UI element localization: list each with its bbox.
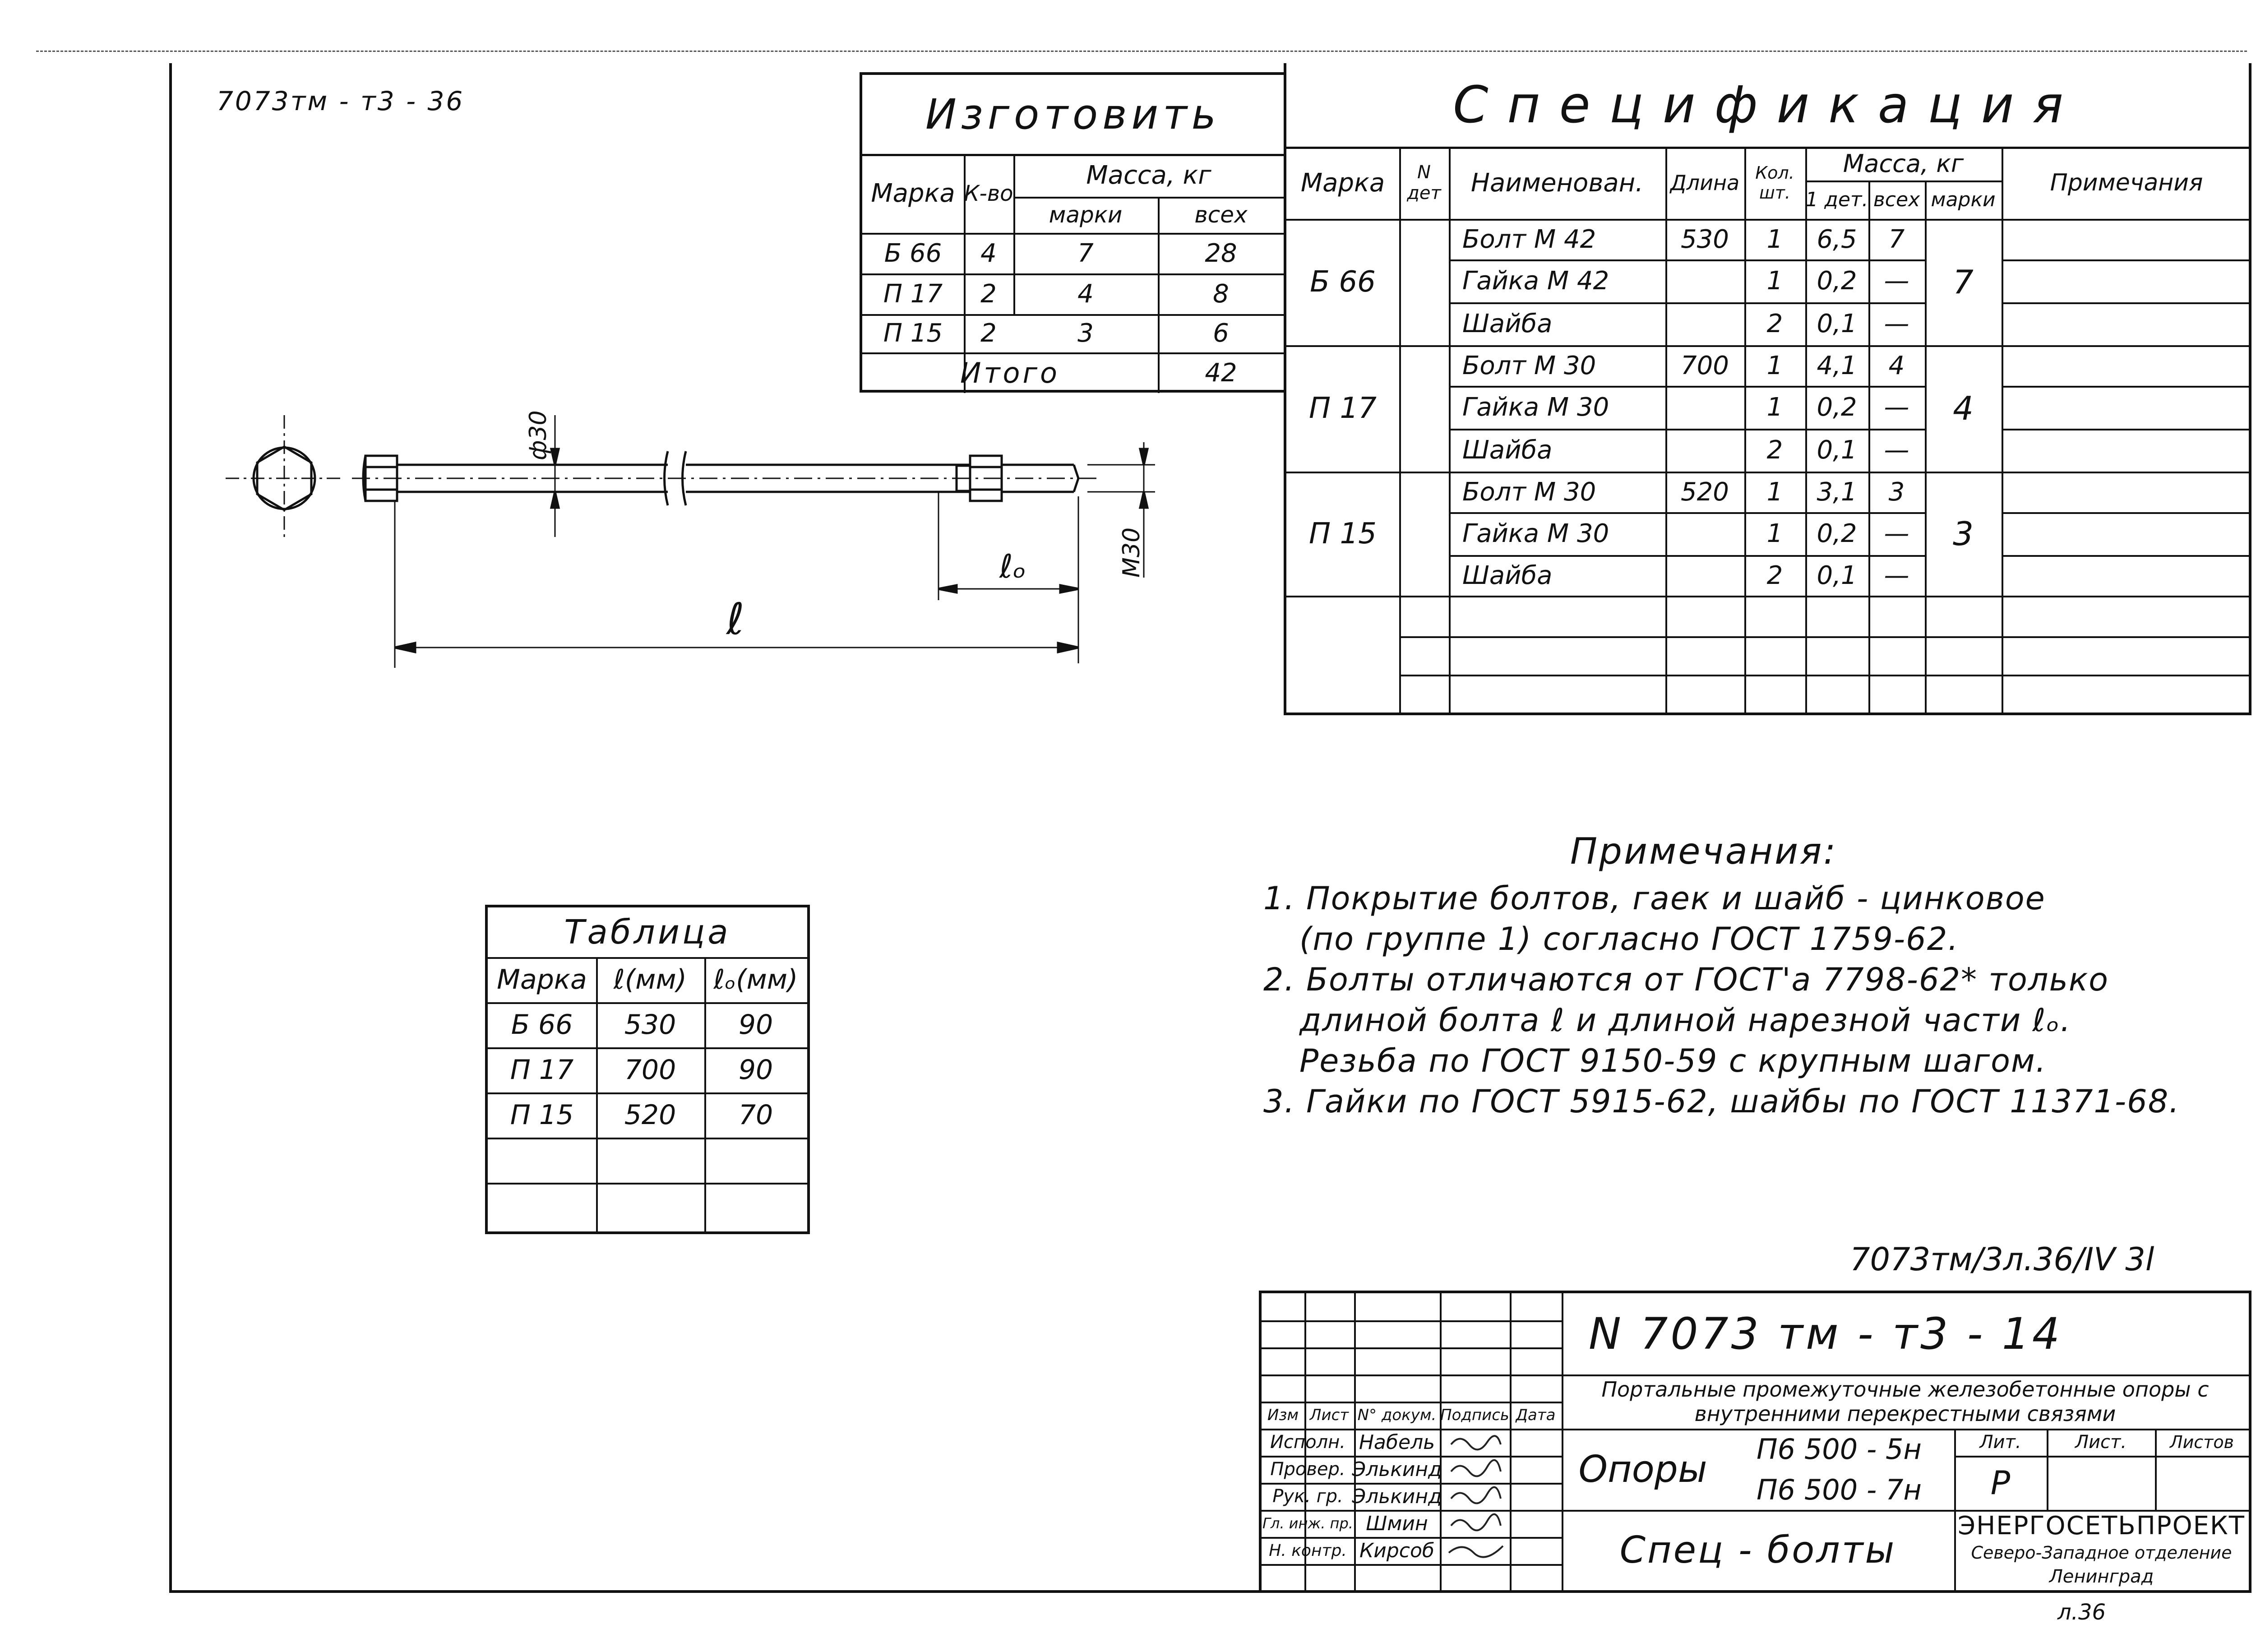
mfg-header-mass-all: всех [1194,202,1248,228]
spec-row-qty: 2 [1766,309,1783,338]
staff-role: Гл. инж. пр. [1262,1515,1353,1532]
spec-row-mass-det: 0,1 [1817,309,1857,338]
spec-row-name: Болт М 42 [1462,224,1596,254]
object-code: П6 500 - 7н [1757,1473,1922,1506]
list-label: Лист. [2075,1432,2127,1453]
lit-value: Р [1990,1464,2011,1502]
spec-row-qty: 1 [1766,351,1783,380]
spec-row-qty: 1 [1766,477,1783,507]
staff-role: Провер. [1270,1459,1345,1480]
spec-row-length: 530 [1681,224,1729,254]
notes-line: 2. Болты отличаются от ГОСТ'а 7798-62* только [1263,961,2109,998]
lists-label: Листов [2170,1432,2234,1452]
mfg-row-mark: П 17 [883,279,943,309]
spec-row-qty: 2 [1766,435,1783,465]
mfg-row-mass-all: 6 [1213,319,1229,348]
manufacture-table [860,72,1284,393]
mfg-header-qty: К-во [964,180,1013,206]
spec-row-mass-all: — [1884,309,1909,338]
spec-row-mass-all: — [1884,435,1909,465]
manufacture-title: Изготовить [862,75,1284,156]
sig-header: Лист [1309,1406,1349,1424]
spec-row-mass-all: 3 [1888,477,1905,507]
spec-group-mark: П 17 [1309,392,1377,425]
notes-heading: Примечания: [1570,830,1838,872]
spec-row-name: Шайба [1462,560,1553,590]
l0-label: ℓₒ [999,547,1026,585]
notes-line: Резьба по ГОСТ 9150-59 с крупным шагом. [1299,1042,2047,1079]
sig-header: Подпись [1440,1406,1509,1424]
dim-table-header: ℓₒ(мм) [713,964,798,995]
dia-label: ф30 [525,410,552,460]
page-number: л.36 [2057,1600,2106,1625]
mfg-row-mass-mark: 3 [1077,319,1094,348]
spec-header-mass-mark: марки [1931,188,1996,211]
spec-header-mass-all: всех [1873,188,1920,211]
spec-group-mark: П 15 [1309,517,1377,551]
mfg-row-qty: 4 [980,238,997,268]
spec-row-qty: 1 [1766,519,1783,548]
spec-row-length: 700 [1681,351,1729,380]
sig-header: N° докум. [1357,1406,1437,1424]
spec-row-name: Гайка М 30 [1462,393,1609,422]
object-code: П6 500 - 5н [1757,1432,1922,1466]
spec-row-name: Шайба [1462,435,1553,465]
spec-row-mass-all: — [1884,266,1909,296]
hex-end-view-icon [226,415,343,541]
dim-table-cell: 70 [738,1099,773,1131]
drawing-number: N 7073 тм - т3 - 14 [1589,1309,2062,1359]
sig-header: Изм [1267,1406,1299,1424]
sheet-title: Спец - болты [1619,1528,1896,1572]
org-sub: Северо-Западное отделение [1971,1543,2232,1563]
notes-line: 3. Гайки по ГОСТ 5915-62, шайбы по ГОСТ 11371-68. [1263,1083,2180,1120]
org-city: Ленинград [2049,1566,2154,1587]
spec-row-mass-det: 0,2 [1817,266,1857,296]
spec-header-mass: Масса, кг [1843,149,1964,178]
specification-table [1284,63,2251,715]
spec-row-name: Болт М 30 [1462,351,1596,380]
spec-row-qty: 1 [1766,393,1783,422]
spec-group-mass-mark: 7 [1953,263,1974,301]
dimension-table [485,905,810,1234]
lit-label: Лит. [1979,1432,2021,1453]
spec-header-name: Наименован. [1470,168,1644,198]
sheet-code: 7073тм - т3 - 36 [217,86,465,116]
spec-header-det: N дет [1407,162,1441,204]
spec-row-mass-all: — [1884,393,1909,422]
dim-table-title: Таблица [564,913,731,952]
mfg-row-mark: Б 66 [884,238,942,268]
spec-title: Спецификация [1286,63,2249,149]
object-name: Опоры [1578,1448,1707,1491]
spec-group-mass-mark: 3 [1953,514,1974,553]
spec-row-mass-all: — [1884,519,1909,548]
spec-row-mass-det: 0,2 [1817,519,1857,548]
spec-row-mass-all: — [1884,560,1909,590]
mfg-row-mass-all: 28 [1205,238,1237,268]
sig-header: Дата [1516,1406,1556,1424]
title-block [1259,1291,2251,1593]
spec-header-length: Длина [1670,171,1740,195]
spec-row-mass-all: 4 [1888,351,1905,380]
mfg-total-label: Итого [960,356,1060,389]
dim-table-cell: 530 [624,1009,676,1041]
spec-row-length [1665,302,1744,345]
staff-role: Рук. гр. [1272,1486,1343,1507]
spec-header-mass-det: 1 дет. [1805,188,1868,211]
org-name: ЭНЕРГОСЕТЬПРОЕКТ [1957,1511,2245,1541]
spec-row-name: Болт М 30 [1462,477,1596,507]
spec-row-mass-det: 0,1 [1817,560,1857,590]
spec-row-qty: 2 [1766,560,1783,590]
l-label: ℓ [726,594,744,644]
dim-table-cell: Б 66 [511,1009,573,1041]
thread-label: М30 [1118,527,1145,578]
spec-header-notes: Примечания [2050,169,2203,196]
mfg-row-mark: П 15 [883,319,943,348]
spec-row-mass-all: 7 [1888,224,1905,254]
spec-row-mass-det: 0,2 [1817,393,1857,422]
dim-table-header: ℓ(мм) [613,964,687,995]
spec-row-mass-det: 0,1 [1817,435,1857,465]
top-trim-line [36,51,2247,52]
mfg-header-mass-mark: марки [1049,202,1123,228]
spec-row-length [1665,429,1744,472]
spec-row-name: Гайка М 30 [1462,519,1609,548]
notes-line: длиной болта ℓ и длиной нарезной части ℓₒ. [1299,1002,2071,1039]
dim-table-header: Марка [497,964,587,995]
staff-name: Кирсоб [1359,1539,1434,1562]
mfg-header-mass: Масса, кг [1086,161,1211,190]
spec-row-length [1665,386,1744,429]
project-subtitle: Портальные промежуточные железобетонные опоры с внутренними перекрестными связями [1601,1377,2209,1426]
spec-row-mass-det: 3,1 [1817,477,1857,507]
spec-group-mark: Б 66 [1310,265,1376,299]
mfg-row-mass-all: 8 [1213,279,1229,309]
dim-table-cell: П 15 [510,1099,574,1131]
dim-table-cell: П 17 [510,1054,574,1086]
mfg-row-mass-mark: 4 [1077,279,1094,309]
archive-stamp-note: 7073тм/3л.36/IV 3l [1850,1241,2154,1278]
dim-table-cell: 700 [624,1054,676,1086]
spec-row-mass-det: 4,1 [1817,351,1857,380]
bolt-drawing [217,388,1209,695]
signature-marks [1442,1429,1507,1564]
staff-name: Шмин [1366,1512,1428,1535]
spec-header-qty: Кол. шт. [1755,163,1794,203]
spec-header-mark: Марка [1300,168,1385,198]
dim-table-cell: 520 [624,1099,676,1131]
spec-row-length [1665,259,1744,302]
spec-row-name: Гайка М 42 [1462,266,1609,296]
staff-role: Н. контр. [1269,1541,1347,1560]
spec-row-qty: 1 [1766,224,1783,254]
mfg-row-qty: 2 [980,279,997,309]
staff-name: Элькинд [1352,1458,1442,1481]
mfg-row-qty: 2 [980,319,997,348]
spec-row-length: 520 [1681,477,1729,507]
notes-line: 1. Покрытие болтов, гаек и шайб - цинковое [1263,880,2046,917]
spec-row-length [1665,512,1744,555]
spec-row-qty: 1 [1766,266,1783,296]
spec-group-mass-mark: 4 [1953,389,1974,427]
mfg-row-mass-mark: 7 [1077,238,1094,268]
spec-row-mass-det: 6,5 [1817,224,1857,254]
dim-table-cell: 90 [738,1054,773,1086]
mfg-header-mark: Марка [871,179,955,208]
staff-role: Исполн. [1270,1432,1345,1453]
mfg-total-value: 42 [1205,358,1237,388]
dim-table-cell: 90 [738,1009,773,1041]
spec-row-name: Шайба [1462,309,1553,338]
notes-line: (по группе 1) согласно ГОСТ 1759-62. [1299,921,1959,958]
staff-name: Элькинд [1352,1485,1442,1508]
spec-row-length [1665,555,1744,596]
staff-name: Набель [1359,1430,1435,1454]
